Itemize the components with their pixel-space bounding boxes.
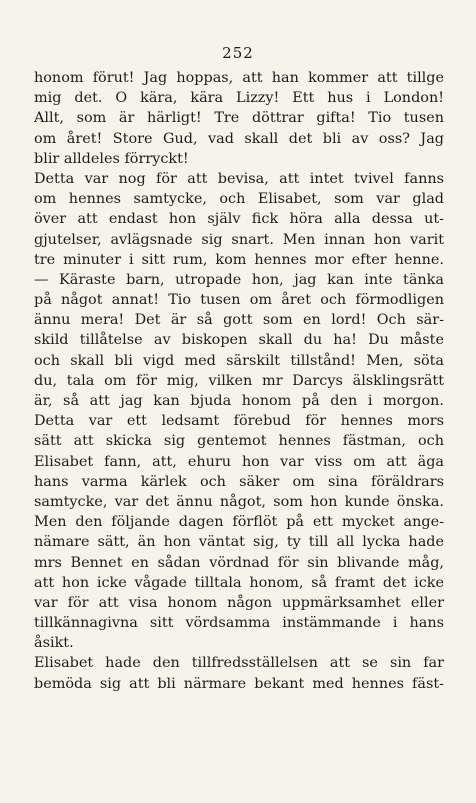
text-line: Elisabet fann, att, ehuru hon var viss om att äga [34, 453, 444, 470]
text-line: om hennes samtycke, och Elisabet, som var glad [34, 191, 444, 208]
text-line: skild tillåtelse av biskopen skall du ha! Du måste [34, 332, 444, 349]
text-line: Allt, som är härligt! Tre döttrar gifta! Tio tusen [34, 110, 444, 127]
text-line: — Käraste barn, utropade hon, jag kan inte tänka [34, 271, 444, 288]
text-line: nämare sätt, än hon väntat sig, ty till all lycka hade [34, 534, 444, 551]
text-line: mig det. O kära, kära Lizzy! Ett hus i London! [34, 90, 444, 107]
text-line: Detta var ett ledsamt förebud för hennes mors [34, 413, 444, 430]
text-line: Elisabet hade den tillfredsställelsen att se sin far [34, 655, 444, 672]
text-line: honom förut! Jag hoppas, att han kommer att tillge [34, 70, 444, 86]
text-line: bemöda sig att bli närmare bekant med hennes fäst- [34, 675, 444, 692]
text-line: tre minuter i sitt rum, kom hennes mor efter henne. [34, 251, 444, 268]
text-line: du, tala om för mig, vilken mr Darcys älsklingsrätt [34, 372, 444, 389]
page-number: 252 [222, 44, 254, 62]
text-line: tillkännagivna sitt vördsamma instämmande i hans [34, 615, 444, 632]
text-line: att hon icke vågade tilltala honom, så framt det icke [34, 574, 444, 591]
text-line: blir alldeles förryckt! [34, 150, 189, 167]
text-line: om året! Store Gud, vad skall det bli av oss? Jag [34, 130, 444, 147]
text-line: över att endast hon själv fick höra alla dessa ut- [34, 211, 444, 228]
text-line: hans varma kärlek och säker om sina föräldrars [34, 473, 444, 490]
text-line: Men den följande dagen förflöt på ett mycket ange- [34, 514, 444, 531]
body-text [34, 68, 444, 694]
text-line: på något annat! Tio tusen om året och förmodligen [34, 292, 444, 309]
text-line: är, så att jag kan bjuda honom på den i morgon. [34, 393, 444, 409]
text-line: åsikt. [34, 635, 74, 652]
text-line: Detta var nog för att bevisa, att intet tvivel fanns [34, 170, 444, 187]
text-line: sätt att skicka sig gentemot hennes fästman, och [34, 433, 444, 450]
text-line: samtycke, var det ännu något, som hon kunde önska. [34, 493, 444, 510]
text-line: var för att visa honom någon uppmärksamhet eller [34, 594, 444, 611]
text-line: och skall bli vigd med särskilt tillstånd! Men, söta [34, 352, 444, 369]
text-line: ännu mera! Det är så gott som en lord! Och sär- [34, 312, 444, 329]
text-line: mrs Bennet en sådan vördnad för sin blivande måg, [34, 554, 444, 571]
text-line: gjutelser, avlägsnade sig snart. Men innan hon varit [34, 231, 444, 248]
